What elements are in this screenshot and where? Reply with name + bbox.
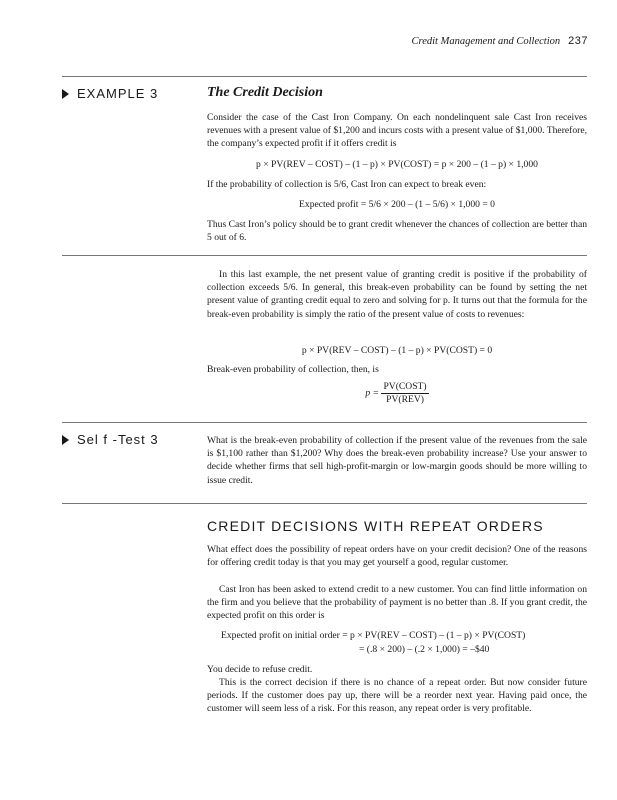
example-paragraph-1: Consider the case of the Cast Iron Company. On each nondelinquent sale Cast Iron receives revenues with a present value of $1,200 and incurs costs with a present value of $1,000. Therefore, the company’s expected profit if it offers credit is	[207, 112, 587, 150]
fraction	[381, 381, 428, 406]
divider-top	[62, 76, 587, 77]
section-paragraph-4: This is the correct decision if there is no chance of a repeat order. But now consider future periods. If the customer does pay up, there will be a reorder next year. Having paid once, the customer will seem less of a risk. For this reason, any repeat order is very profitable.	[207, 677, 587, 715]
example-equation-1: p × PV(REV – COST) – (1 – p) × PV(COST) = p × 200 – (1 – p) × 1,000	[256, 159, 538, 170]
section-heading: CREDIT DECISIONS WITH REPEAT ORDERS	[207, 518, 544, 534]
section-paragraph-2: Cast Iron has been asked to extend credit to a new customer. You can find little information on the firm and you believe that the probability of payment is no better than .8. If you grant credit, the expected profit on this order is	[207, 584, 587, 622]
triangle-marker-icon	[62, 435, 69, 445]
page-number: 237	[568, 35, 588, 47]
self-test-text: What is the break-even probability of collection if the present value of the revenues from the sale is $1,100 rather than $1,200? Why does the break-even probability increase? Use your answer to decide whether firms that sell high-profit-margin or low-margin goods should be more willing to issue credit.	[207, 435, 587, 486]
main-equation-1: p × PV(REV – COST) – (1 – p) × PV(COST) = 0	[301, 345, 493, 356]
running-header-title: Credit Management and Collection	[411, 36, 561, 47]
example-paragraph-3: Thus Cast Iron’s policy should be to grant credit whenever the chances of collection are better than 5 out of 6.	[207, 219, 587, 244]
section-equation-2: = (.8 × 200) – (.2 × 1,000) = –$40	[359, 644, 490, 655]
triangle-marker-icon	[62, 89, 69, 99]
example-label: EXAMPLE 3	[62, 86, 158, 101]
section-paragraph-1: What effect does the possibility of repeat orders have on your credit decision? One of the reasons for offering credit today is that you may get yourself a good, regular customer.	[207, 544, 587, 569]
example-paragraph-2: If the probability of collection is 5/6, Cast Iron can expect to break even:	[207, 179, 487, 190]
equation-lhs: p =	[365, 387, 380, 399]
example-title: The Credit Decision	[207, 85, 323, 100]
divider-section	[62, 503, 587, 504]
example-equation-2: Expected profit = 5/6 × 200 – (1 – 5/6) × 1,000 = 0	[299, 199, 495, 210]
running-header	[412, 35, 589, 47]
divider-example-end	[62, 255, 587, 256]
divider-self-test	[62, 422, 587, 423]
fraction-numerator: PV(COST)	[383, 381, 427, 392]
fraction-denominator: PV(REV)	[386, 394, 424, 405]
self-test-label: Sel f -Test 3	[62, 432, 159, 447]
main-paragraph-1: In this last example, the net present value of granting credit is positive if the probability of collection exceeds 5/6. In general, this break-even probability can be found by setting the net present value of granting credit equal to zero and solving for p. It turns out that the formula for the break-even probability is simply the ratio of the present value of costs to revenues:	[207, 269, 587, 320]
main-equation-2	[207, 381, 587, 406]
main-paragraph-2: Break-even probability of collection, then, is	[207, 364, 379, 375]
section-paragraph-3: You decide to refuse credit.	[207, 664, 313, 675]
section-equation-1: Expected profit on initial order = p × PV(REV – COST) – (1 – p) × PV(COST)	[221, 630, 526, 641]
